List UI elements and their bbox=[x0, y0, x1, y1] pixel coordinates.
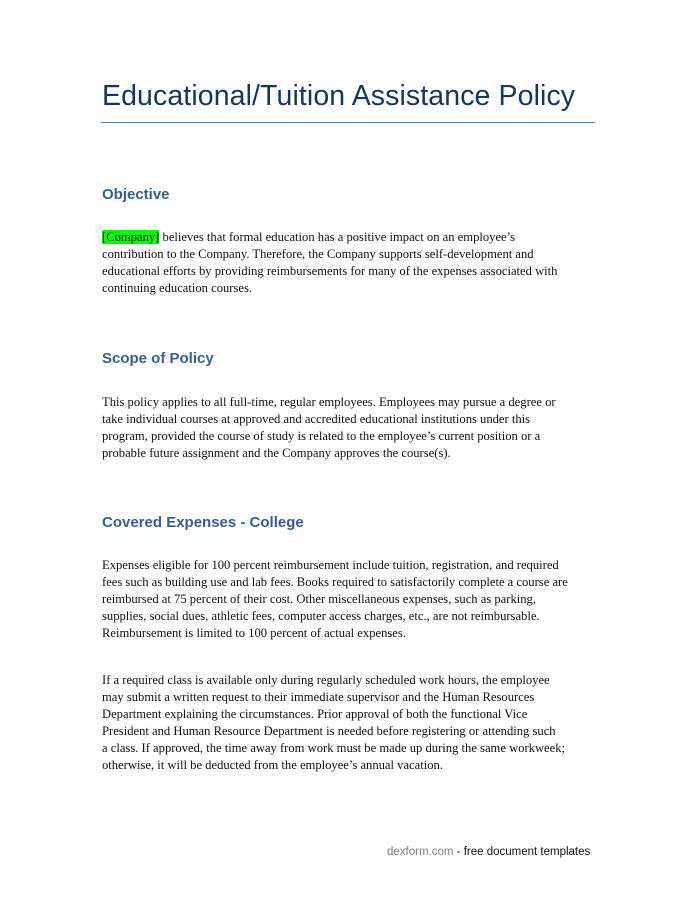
heading-covered-expenses: Covered Expenses - College bbox=[102, 514, 304, 531]
paragraph-line: President and Human Resource Department is needed before registering or attending such bbox=[102, 724, 556, 738]
paragraph-line: contribution to the Company. Therefore, the Company supports self-development and bbox=[102, 247, 534, 261]
footer-brand-link[interactable]: dexform.com bbox=[387, 846, 454, 858]
paragraph-line: Reimbursement is limited to 100 percent of actual expenses. bbox=[102, 626, 406, 640]
paragraph-line: a class. If approved, the time away from work must be made up during the same workweek; bbox=[102, 741, 566, 755]
paragraph-line: continuing education courses. bbox=[102, 281, 253, 295]
paragraph-line: This policy applies to all full-time, regular employees. Employees may pursue a degree or bbox=[102, 395, 556, 409]
paragraph-line: may submit a written request to their immediate supervisor and the Human Resources bbox=[102, 690, 535, 704]
title-underline-rule bbox=[101, 122, 595, 123]
paragraph-covered-expenses-2 bbox=[102, 672, 602, 774]
paragraph-objective bbox=[102, 229, 602, 297]
paragraph-scope bbox=[102, 394, 602, 462]
paragraph-line: If a required class is available only during regularly scheduled work hours, the employee bbox=[102, 673, 550, 687]
heading-scope-of-policy: Scope of Policy bbox=[102, 350, 214, 367]
paragraph-line: Department explaining the circumstances. Prior approval of both the functional Vice bbox=[102, 707, 528, 721]
document-title: Educational/Tuition Assistance Policy bbox=[102, 80, 576, 112]
footer-tagline: - free document templates bbox=[453, 846, 591, 858]
line-text: believes that formal education has a positive impact on an employee’s bbox=[159, 230, 516, 244]
paragraph-line: supplies, social dues, athletic fees, computer access charges, etc., are not reimbursable. bbox=[102, 609, 540, 623]
paragraph-line: reimbursed at 75 percent of their cost. Other miscellaneous expenses, such as parking, bbox=[102, 592, 536, 606]
paragraph-line: Expenses eligible for 100 percent reimbursement include tuition, registration, and required bbox=[102, 558, 559, 572]
paragraph-line: take individual courses at approved and accredited educational institutions under this bbox=[102, 412, 531, 426]
heading-objective: Objective bbox=[102, 186, 170, 203]
paragraph-line: otherwise, it will be deducted from the employee’s annual vacation. bbox=[102, 758, 443, 772]
paragraph-line: fees such as building use and lab fees. Books required to satisfactorily complete a course are bbox=[102, 575, 568, 589]
footer-attribution bbox=[387, 846, 590, 858]
paragraph-covered-expenses-1 bbox=[102, 557, 602, 642]
paragraph-line: probable future assignment and the Company approves the course(s). bbox=[102, 446, 451, 460]
paragraph-line bbox=[102, 229, 602, 246]
paragraph-line: program, provided the course of study is related to the employee’s current position or a bbox=[102, 429, 541, 443]
paragraph-line: educational efforts by providing reimbursements for many of the expenses associated with bbox=[102, 264, 558, 278]
company-placeholder-highlight: [Company] bbox=[102, 230, 160, 244]
